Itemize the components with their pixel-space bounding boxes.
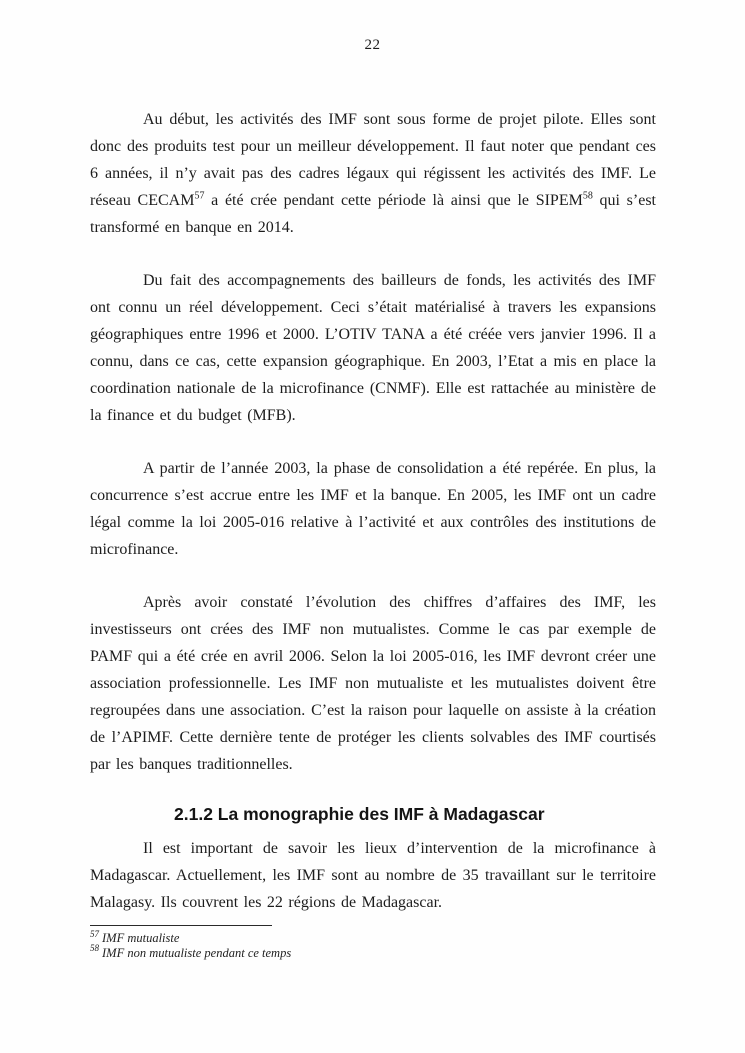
footnote-text: IMF non mutualiste pendant ce temps	[102, 945, 292, 960]
footnotes-section	[90, 925, 656, 960]
paragraph: A partir de l’année 2003, la phase de consolidation a été repérée. En plus, la concurrence s’est accrue entre les IMF et la banque. En 2005, les IMF ont un cadre légal comme la loi 2005-016 relative à l’activité et aux contrôles des institutions de microfinance.	[90, 460, 656, 558]
page-number: 22	[364, 37, 381, 53]
paragraph: Il est important de savoir les lieux d’intervention de la microfinance à Madagascar. Actuellement, les IMF sont au nombre de 35 travaillant sur le territoire Malagasy. Ils couvrent les 22 régions de Madagascar.	[90, 840, 656, 911]
footnote-text: IMF mutualiste	[102, 931, 180, 945]
paragraph: Au début, les activités des IMF sont sous forme de projet pilote. Elles sont donc des produits test pour un meilleur développement. Il faut noter que pendant ces 6 années, il n’y avait pas des cadres légaux qui régissent les activités des IMF. Le réseau CECAM$^{57}$ a été crée pendant cette période là ainsi que le SIPEM$^{58}$ qui s’est transformé en banque en 2014.	[90, 111, 656, 236]
footnote-number: 57	[90, 928, 99, 939]
section-heading: 2.1.2 La monographie des IMF à Madagascar	[174, 804, 545, 824]
paragraph: Du fait des accompagnements des bailleurs de fonds, les activités des IMF ont connu un réel développement. Ceci s’était matérialisé à travers les expansions géographiques entre 1996 et 2000. L’OTIV TANA a été créée vers janvier 1996. Il a connu, dans ce cas, cette expansion géographique. En 2003, l’Etat a mis en place la coordination nationale de la microfinance (CNMF). Elle est rattachée au ministère de la finance et du budget (MFB).	[90, 272, 656, 424]
text-content	[90, 106, 656, 942]
footnote-reference: 57	[194, 190, 205, 202]
footnote	[90, 943, 656, 961]
footnote	[90, 928, 656, 946]
footnote-list	[90, 928, 656, 960]
footnote-separator-rule	[90, 925, 272, 926]
footnote-reference: 58	[582, 190, 593, 202]
footnote-number: 58	[90, 943, 99, 954]
paragraph: Après avoir constaté l’évolution des chiffres d’affaires des IMF, les investisseurs ont crées des IMF non mutualistes. Comme le cas par exemple de PAMF qui a été crée en avril 2006. Selon la loi 2005-016, les IMF devront créer une association professionnelle. Les IMF non mutualiste et les mutualistes doivent être regroupées dans une association. C’est la raison pour laquelle on assiste à la création de l’APIMF. Cette dernière tente de protéger les clients solvables des IMF courtisés par les banques traditionnelles.	[90, 594, 656, 773]
